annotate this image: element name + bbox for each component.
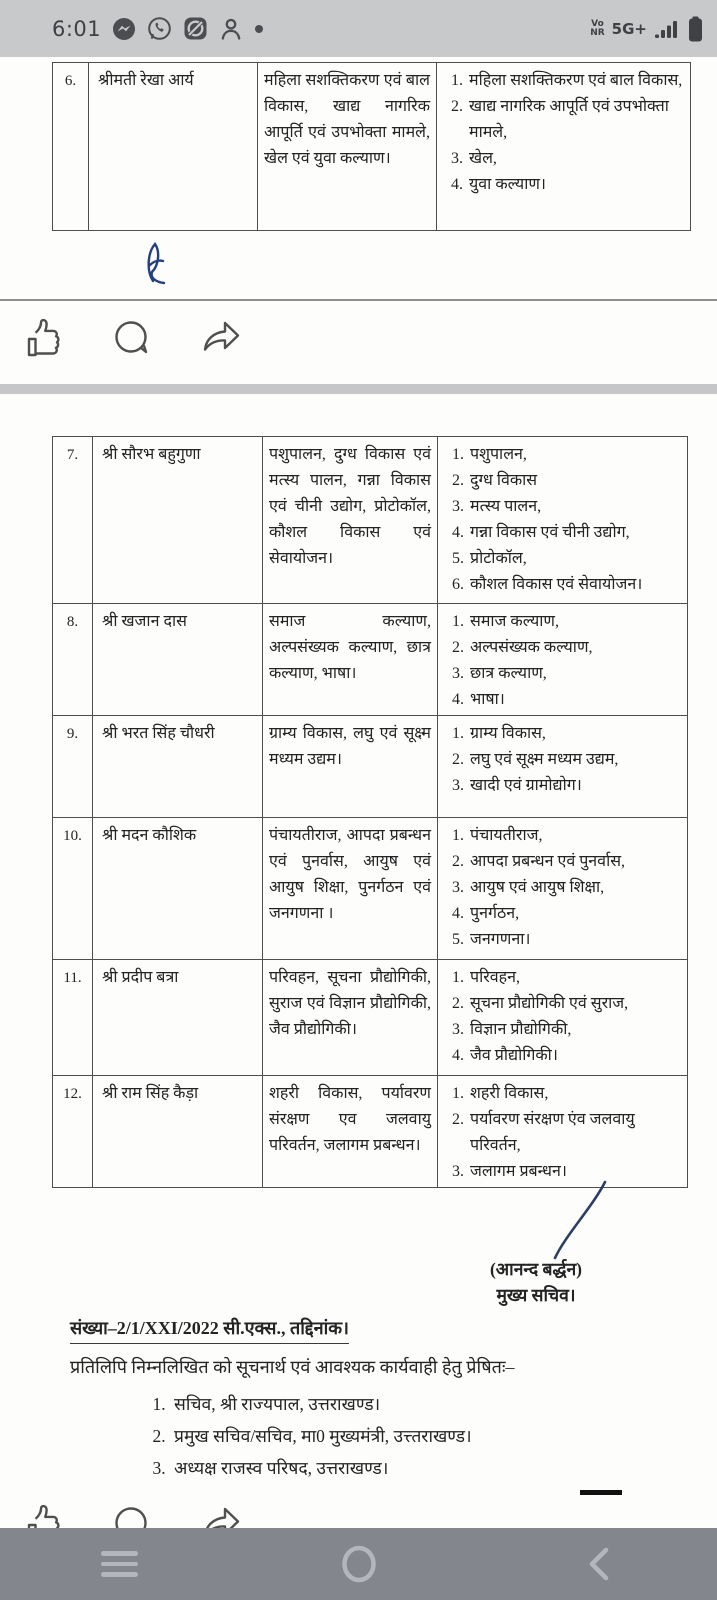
signature-flourish — [138, 240, 178, 290]
allocation-item: 1. शहरी विकास, — [468, 1081, 681, 1107]
allocations-list — [444, 823, 681, 953]
reference-number-line: संख्या–2/1/XXI/2022 सी.एक्स., तद्दिनांक। — [70, 1316, 349, 1344]
copy-to-line: प्रतिलिपि निम्नलिखित को सूचनार्थ एवं आवश्यक कार्यवाही हेतु प्रेषितः– — [70, 1357, 515, 1377]
allocations-cell — [437, 63, 691, 231]
minister-name-cell: श्री मदन कौशिक — [93, 818, 263, 960]
allocation-item: 1. पशुपालन, — [468, 442, 681, 468]
table-row — [53, 63, 691, 231]
departments-cell: परिवहन, सूचना प्रौद्योगिकी, सुराज एवं विज्ञान प्रौद्योगिकी, जैव प्रौद्योगिकी। — [263, 960, 438, 1076]
signal-strength-icon — [654, 18, 681, 40]
recipient-item: 1. सचिव, श्री राज्यपाल, उत्तराखण्ड। — [170, 1388, 668, 1420]
departments-cell: महिला सशक्तिकरण एवं बाल विकास, खाद्य नागरिक आपूर्ति एवं उपभोक्ता मामले, खेल एवं युवा कल्याण। — [258, 63, 437, 231]
allocations-cell — [438, 818, 688, 960]
network-type-label: 5G+ — [611, 19, 647, 38]
allocation-item: 4. पुनर्गठन, — [468, 901, 681, 927]
allocation-item: 5. जनगणना। — [468, 927, 681, 953]
allocation-item: 2. अल्पसंख्यक कल्याण, — [468, 635, 681, 661]
allocation-item: 2. आपदा प्रबन्धन एवं पुनर्वास, — [468, 849, 681, 875]
allocation-item: 4. गन्ना विकास एवं चीनी उद्योग, — [468, 520, 681, 546]
minister-name-cell: श्री खजान दास — [93, 604, 263, 716]
signatory-block — [456, 1256, 616, 1308]
allocation-item: 3. आयुष एवं आयुष शिक्षा, — [468, 875, 681, 901]
notification-dot-icon — [254, 24, 264, 34]
departments-cell: ग्राम्य विकास, लघु एवं सूक्ष्म मध्यम उद्यम। — [263, 716, 438, 818]
serial-cell: 7. — [53, 437, 93, 604]
allocation-item: 2. पर्यावरण संरक्षण एंव जलवायु परिवर्तन, — [468, 1107, 681, 1159]
signature-stroke — [505, 1178, 625, 1263]
departments-cell: शहरी विकास, पर्यावरण संरक्षण एव जलवायु परिवर्तन, जलागम प्रबन्धन। — [263, 1076, 438, 1188]
minister-name-cell: श्री प्रदीप बत्रा — [93, 960, 263, 1076]
home-button[interactable] — [340, 1544, 378, 1584]
gallery-icon — [183, 16, 208, 41]
back-button[interactable] — [585, 1546, 611, 1582]
allocation-item: 2. दुग्ध विकास — [468, 468, 681, 494]
allocation-item: 1. परिवहन, — [468, 965, 681, 991]
table-row — [53, 604, 688, 716]
allocation-item: 2. सूचना प्रौद्योगिकी एवं सुराज, — [468, 991, 681, 1017]
minister-name-cell: श्री सौरभ बहुगुणा — [93, 437, 263, 604]
allocation-item: 3. मत्स्य पालन, — [468, 494, 681, 520]
allocation-item: 1. ग्राम्य विकास, — [468, 721, 681, 747]
table-row — [53, 437, 688, 604]
serial-cell: 10. — [53, 818, 93, 960]
like-button[interactable] — [25, 316, 65, 360]
table-row — [53, 818, 688, 960]
allocation-item: 3. जलागम प्रबन्धन। — [468, 1159, 681, 1185]
allocation-item: 2. खाद्य नागरिक आपूर्ति एवं उपभोक्ता मामले, — [467, 94, 684, 146]
signatory-name: (आनन्द बर्द्धन) — [489, 1259, 582, 1279]
messenger-icon — [112, 17, 136, 41]
post-divider — [0, 299, 717, 301]
allocation-item: 1. समाज कल्याण, — [468, 609, 681, 635]
departments-cell: समाज कल्याण, अल्पसंख्यक कल्याण, छात्र कल्याण, भाषा। — [263, 604, 438, 716]
allocations-cell — [438, 716, 688, 818]
vonr-indicator: Vo NR — [590, 18, 605, 38]
allocation-item: 4. भाषा। — [468, 687, 681, 713]
allocation-item: 3. विज्ञान प्रौद्योगिकी, — [468, 1017, 681, 1043]
portfolio-table-main — [52, 436, 688, 1188]
profile-icon — [219, 17, 243, 41]
allocation-item: 3. खादी एवं ग्रामोद्योग। — [468, 773, 681, 799]
serial-cell: 12. — [53, 1076, 93, 1188]
allocation-item: 1. महिला सशक्तिकरण एवं बाल विकास, — [467, 68, 684, 94]
minister-name-cell: श्रीमती रेखा आर्य — [89, 63, 258, 231]
serial-cell: 6. — [53, 63, 89, 231]
allocations-cell — [438, 1076, 688, 1188]
allocation-item: 3. छात्र कल्याण, — [468, 661, 681, 687]
allocations-list — [444, 721, 681, 799]
recipient-item: 2. प्रमुख सचिव/सचिव, मा0 मुख्यमंत्री, उत्त्तराखण्ड। — [170, 1420, 668, 1452]
recipient-item: 3. अध्यक्ष राजस्व परिषद, उत्तराखण्ड। — [170, 1452, 668, 1484]
post-separator-band — [0, 384, 717, 394]
table-row — [53, 960, 688, 1076]
minister-name-cell: श्री भरत सिंह चौधरी — [93, 716, 263, 818]
clock: 6:01 — [52, 16, 102, 41]
departments-cell: पंचायतीराज, आपदा प्रबन्धन एवं पुनर्वास, आयुष एवं आयुष शिक्षा, पुनर्गठन एवं जनगणना । — [263, 818, 438, 960]
table-row — [53, 1076, 688, 1188]
post-actions — [25, 316, 243, 360]
allocation-item: 1. पंचायतीराज, — [468, 823, 681, 849]
share-button[interactable] — [199, 316, 243, 360]
allocation-item: 2. लघु एवं सूक्ष्म मध्यम उद्यम, — [468, 747, 681, 773]
comment-button[interactable] — [111, 316, 153, 360]
allocations-list — [444, 609, 681, 713]
departments-cell: पशुपालन, दुग्ध विकास एवं मत्स्य पालन, गन्ना विकास एवं चीनी उद्योग, प्रोटोकॉल, कौशल विकास एवं सेवायोजन। — [263, 437, 438, 604]
table-row — [53, 716, 688, 818]
battery-icon — [688, 16, 703, 42]
allocations-list — [444, 965, 681, 1069]
allocations-cell — [438, 604, 688, 716]
recents-menu-button[interactable] — [101, 1545, 138, 1583]
status-bar — [0, 0, 717, 57]
allocations-cell — [438, 960, 688, 1076]
status-bar-right — [590, 16, 703, 42]
portfolio-table-top — [52, 62, 691, 231]
allocations-cell — [438, 437, 688, 604]
allocations-list — [443, 68, 684, 198]
serial-cell: 11. — [53, 960, 93, 1076]
signatory-title: मुख्य सचिव। — [496, 1285, 576, 1305]
android-nav-bar — [0, 1528, 717, 1600]
serial-cell: 9. — [53, 716, 93, 818]
allocation-item: 4. जैव प्रौद्योगिकी। — [468, 1043, 681, 1069]
recipients-list — [148, 1388, 668, 1484]
allocation-item: 4. युवा कल्याण। — [467, 172, 684, 198]
status-bar-left — [52, 16, 264, 41]
minister-name-cell: श्री राम सिंह कैड़ा — [93, 1076, 263, 1188]
page-end-mark — [580, 1490, 622, 1495]
allocations-list — [444, 442, 681, 598]
allocation-item: 6. कौशल विकास एवं सेवायोजन। — [468, 572, 681, 598]
allocation-item: 5. प्रोटोकॉल, — [468, 546, 681, 572]
whatsapp-icon — [147, 16, 172, 41]
serial-cell: 8. — [53, 604, 93, 716]
allocation-item: 3. खेल, — [467, 146, 684, 172]
allocations-list — [444, 1081, 681, 1185]
